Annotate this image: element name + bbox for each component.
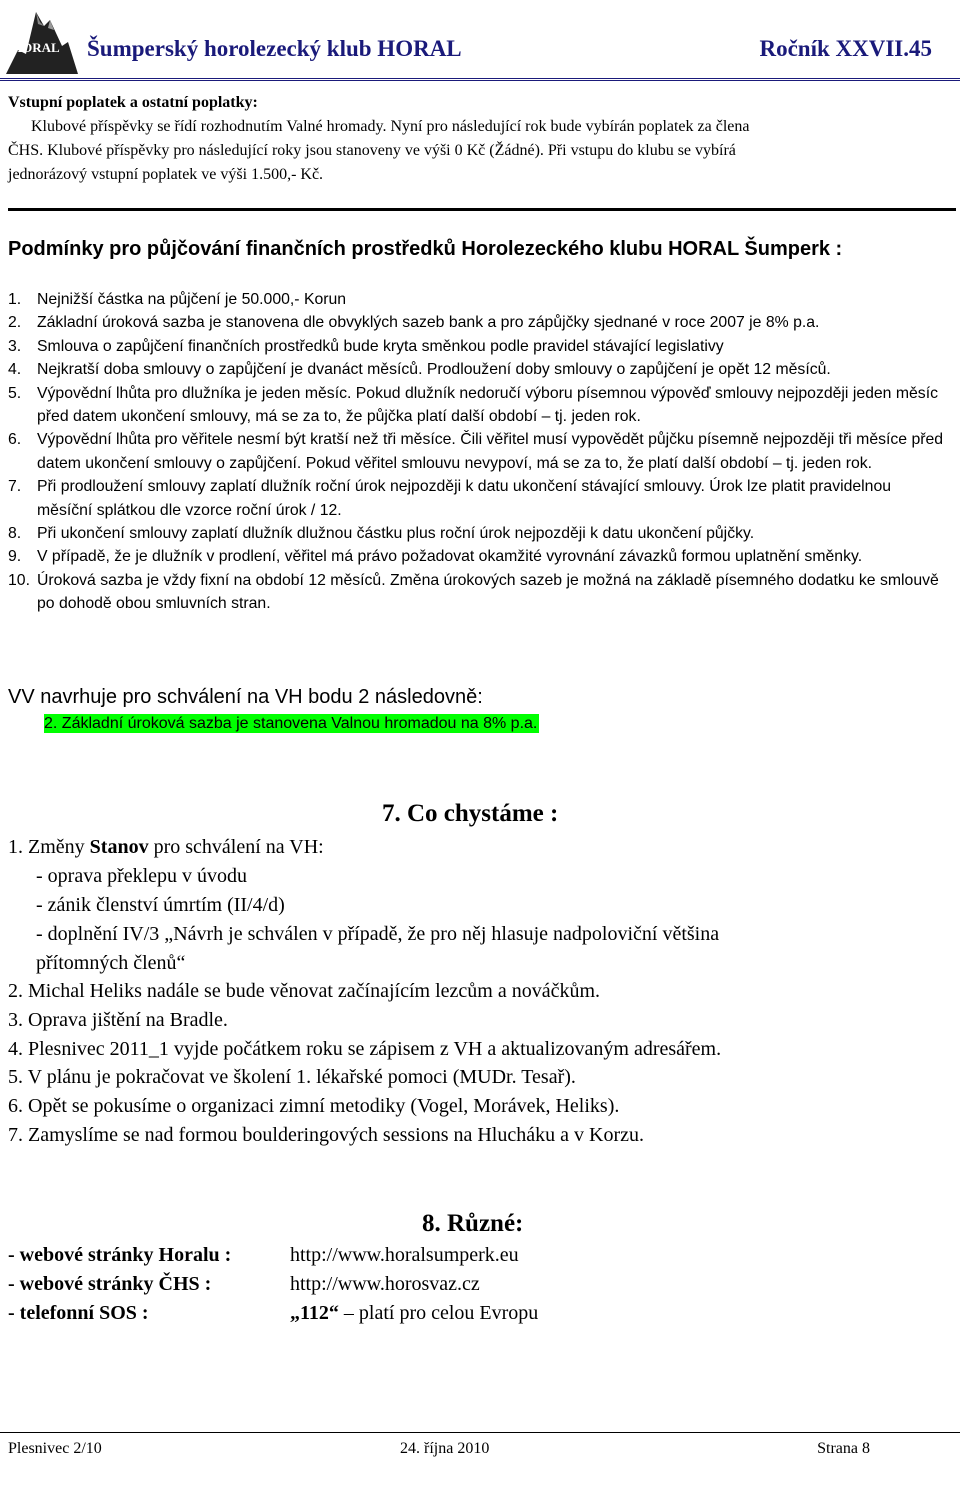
footer-date: 24. října 2010 bbox=[400, 1440, 490, 1457]
list-item-text: Výpovědní lhůta pro dlužníka je jeden měsíc. Pokud dlužník nedoručí výboru písemnou výpověď smlouvy nejpozději jeden měsíc před datem ukončení smlouvy, má se za to, že půjčka platí další období – tj. jeden rok. bbox=[37, 384, 938, 426]
list-item bbox=[8, 382, 948, 429]
mountain-logo-icon bbox=[4, 2, 80, 76]
list-item bbox=[8, 335, 948, 358]
list-item-number: 9. bbox=[8, 548, 22, 566]
stanov-bold: Stanov bbox=[89, 836, 149, 858]
list-item-number: 2. bbox=[8, 314, 22, 332]
list-item bbox=[8, 288, 948, 311]
proposal-intro: VV navrhuje pro schválení na VH bodu 2 následovně: bbox=[8, 686, 483, 708]
footer-divider bbox=[0, 1432, 960, 1433]
list-subitem: - oprava překlepu v úvodu bbox=[36, 865, 248, 887]
loan-conditions-list bbox=[8, 288, 948, 616]
section-divider bbox=[8, 208, 956, 211]
list-item-number: 4. bbox=[8, 361, 22, 379]
row-label: - telefonní SOS : bbox=[8, 1302, 149, 1324]
list-item: 3. Oprava jištění na Bradle. bbox=[8, 1009, 228, 1031]
list-item: 7. Zamyslíme se nad formou boulderingových sessions na Hlucháku a v Korzu. bbox=[8, 1124, 644, 1146]
horal-website-link[interactable]: http://www.horalsumperk.eu bbox=[290, 1244, 519, 1266]
list-item-text: Při ukončení smlouvy zaplatí dlužník dlužnou částku plus roční úrok nejpozději k datu ukončení půjčky. bbox=[37, 525, 755, 543]
list-item-text: Nejnižší částka na půjčení je 50.000,- Korun bbox=[37, 291, 347, 308]
list-item: 5. V plánu je pokračovat ve školení 1. lékařské pomoci (MUDr. Tesař). bbox=[8, 1066, 576, 1088]
list-item-text: Nejkratší doba smlouvy o zapůjčení je dvanáct měsíců. Prodloužení doby smlouvy o zapůjčení je opět 12 měsíců. bbox=[37, 361, 831, 379]
fees-heading: Vstupní poplatek a ostatní poplatky: bbox=[8, 94, 258, 111]
list-item-number: 1. bbox=[8, 291, 22, 308]
list-item-number: 8. bbox=[8, 525, 22, 543]
chs-website-link[interactable]: http://www.horosvaz.cz bbox=[290, 1273, 480, 1295]
proposal-highlight: 2. Základní úroková sazba je stanovena Valnou hromadou na 8% p.a. bbox=[44, 715, 538, 732]
section-7-title: 7. Co chystáme : bbox=[382, 800, 559, 827]
list-item-text: Úroková sazba je vždy fixní na období 12 měsíců. Změna úrokových sazeb je možná na základě písemného dodatku ke smlouvě po dohodě obou smluvních stran. bbox=[37, 571, 939, 613]
list-item bbox=[8, 311, 948, 334]
list-subitem: přítomných členů“ bbox=[36, 952, 186, 974]
list-item-number: 7. bbox=[8, 478, 22, 496]
list-subitem: - zánik členství úmrtím (II/4/d) bbox=[36, 894, 285, 916]
sos-phone: „112“ – platí pro celou Evropu bbox=[290, 1302, 539, 1324]
footer-page-number: Strana 8 bbox=[817, 1440, 870, 1457]
list-item-text: Výpovědní lhůta pro věřitele nesmí být kratší než tři měsíce. Čili věřitel musí vypovědět půjčku písemně nejpozději tři měsíce před datem ukončení smlouvy o zapůjčení. Pokud věřitel smlouvu nevypoví, má se za to, že platí další období – tj. jeden rok. bbox=[37, 431, 944, 472]
list-item bbox=[8, 545, 948, 568]
list-item-number: 5. bbox=[8, 384, 22, 402]
list-item-number: 3. bbox=[8, 337, 22, 355]
header-divider bbox=[0, 78, 960, 81]
list-item-number: 10. bbox=[8, 571, 30, 589]
list-item-text: Základní úroková sazba je stanovena dle obvyklých sazeb bank a pro zápůjčky sjednané v roce 2007 je 8% p.a. bbox=[37, 314, 820, 332]
list-item bbox=[8, 428, 948, 475]
footer-publication: Plesnivec 2/10 bbox=[8, 1440, 102, 1457]
list-item-text: Při prodloužení smlouvy zaplatí dlužník roční úrok nejpozději k datu ukončení stávající smlouvy. Úrok lze platit pravidelnou měsíční splátkou dle vzorce roční úrok / 12. bbox=[37, 478, 892, 519]
logo-text: HORAL bbox=[12, 40, 60, 55]
page-header bbox=[0, 0, 960, 80]
list-item-text: V případě, že je dlužník v prodlení, věřitel má právo požadovat okamžité vyrovnání závazků formou uplatnění směnky. bbox=[37, 548, 863, 566]
list-item: 1. Změny Stanov pro schválení na VH: bbox=[8, 836, 324, 858]
list-item bbox=[8, 358, 948, 381]
section-8-title: 8. Různé: bbox=[422, 1210, 524, 1237]
list-item: 2. Michal Heliks nadále se bude věnovat začínajícím lezcům a nováčkům. bbox=[8, 980, 601, 1002]
loan-conditions-title: Podmínky pro půjčování finančních prostředků Horolezeckého klubu HORAL Šumperk : bbox=[8, 238, 843, 260]
list-item bbox=[8, 569, 948, 616]
row-label: - webové stránky ČHS : bbox=[8, 1273, 212, 1295]
issue-number: Ročník XXVII.45 bbox=[759, 36, 932, 61]
fees-line: Klubové příspěvky se řídí rozhodnutím Valné hromady. Nyní pro následující rok bude vybírán poplatek za člena bbox=[31, 118, 750, 135]
row-label: - webové stránky Horalu : bbox=[8, 1244, 232, 1266]
list-item-number: 6. bbox=[8, 431, 22, 449]
list-item bbox=[8, 475, 948, 522]
list-item: 6. Opět se pokusíme o organizaci zimní metodiky (Vogel, Morávek, Heliks). bbox=[8, 1095, 620, 1117]
list-item bbox=[8, 522, 948, 545]
club-logo bbox=[4, 2, 80, 76]
fees-line: ČHS. Klubové příspěvky pro následující roky jsou stanoveny ve výši 0 Kč (Žádné). Při vstupu do klubu se vybírá bbox=[8, 142, 736, 159]
club-name: Šumperský horolezecký klub HORAL bbox=[87, 36, 462, 61]
fees-line: jednorázový vstupní poplatek ve výši 1.500,- Kč. bbox=[8, 166, 324, 183]
list-subitem: - doplnění IV/3 „Návrh je schválen v případě, že pro něj hlasuje nadpoloviční většina bbox=[36, 923, 720, 945]
list-item: 4. Plesnivec 2011_1 vyjde počátkem roku se zápisem z VH a aktualizovaným adresářem. bbox=[8, 1038, 722, 1060]
list-item-text: Smlouva o zapůjčení finančních prostředků bude kryta směnkou podle pravidel stávající legislativy bbox=[37, 337, 724, 355]
